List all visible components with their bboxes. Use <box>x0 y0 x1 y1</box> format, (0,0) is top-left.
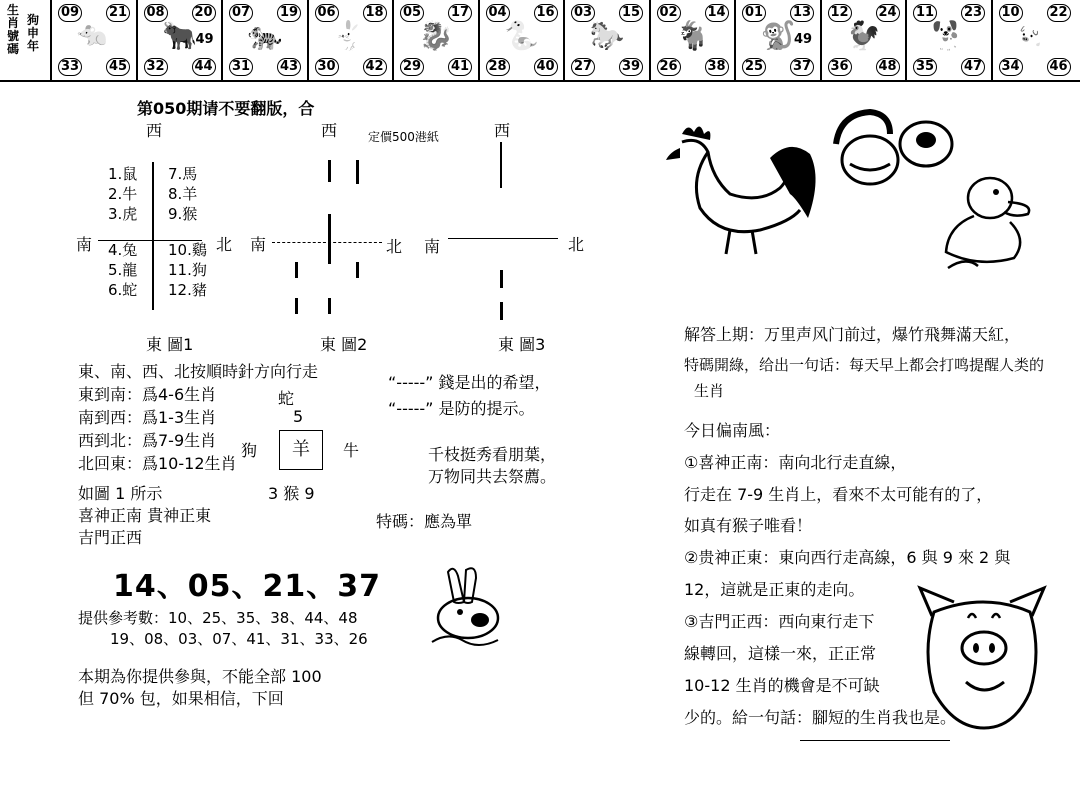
fig2-dash <box>356 160 359 184</box>
notice-line-1: 本期為你提供參與，不能全部 100 <box>78 667 322 686</box>
zodiac-list-item: 6.蛇 <box>108 281 138 299</box>
analysis-line-5: 12，這就是正東的走向。 <box>684 580 865 599</box>
zodiac-number: 26 <box>657 58 681 76</box>
monkey-icon: 🐒 <box>760 19 796 52</box>
ox-label: 牛 <box>343 441 360 460</box>
zodiac-extra-number: 49 <box>794 32 813 47</box>
zodiac-cell <box>991 0 1077 80</box>
zodiac-number: 13 <box>790 4 814 22</box>
zodiac-number: 37 <box>790 58 814 76</box>
zodiac-number: 30 <box>315 58 339 76</box>
goat-icon: 🐐 <box>675 19 710 52</box>
zodiac-number: 28 <box>486 58 510 76</box>
zodiac-number: 42 <box>363 58 387 76</box>
zodiac-list-item: 1.鼠 <box>108 165 138 183</box>
rabbit-illustration <box>418 562 514 658</box>
zodiac-list-item: 7.馬 <box>168 165 198 183</box>
zodiac-number: 11 <box>913 4 937 22</box>
zodiac-number: 24 <box>876 4 900 22</box>
answer-line-1: 解答上期：万里声风门前过，爆竹飛舞滿天紅， <box>684 325 1021 344</box>
answer-line-3: 生肖 <box>694 382 725 400</box>
fig2-horizontal-line <box>272 242 382 243</box>
price-label: 定價500港紙 <box>368 130 439 144</box>
west-label-3: 西 <box>494 121 511 140</box>
poem-line-2: 万物同共去祭薦。 <box>428 467 557 486</box>
zodiac-number: 15 <box>619 4 643 22</box>
zodiac-number: 22 <box>1047 4 1071 22</box>
west-label-2: 西 <box>321 121 338 140</box>
big-numbers: 14、05、21、37 <box>113 569 381 604</box>
zodiac-number: 18 <box>363 4 387 22</box>
zodiac-list-item: 9.猴 <box>168 205 198 223</box>
zodiac-number: 23 <box>961 4 985 22</box>
zodiac-number: 41 <box>448 58 472 76</box>
zodiac-number: 04 <box>486 4 510 22</box>
analysis-line-9: 少的。給一句話：腳短的生肖我也是。 <box>684 708 957 727</box>
fig3-dash <box>500 302 503 320</box>
zodiac-list-item: 4.兔 <box>108 241 138 259</box>
analysis-line-7: 線轉回，這樣一來，正正常 <box>684 644 877 663</box>
strip-label-year: 狗 申 年 <box>26 13 39 53</box>
south-label-1: 南 <box>76 235 93 254</box>
zodiac-number: 45 <box>106 58 130 76</box>
fig2-dash <box>328 214 331 264</box>
rabbit-icon: 🐇 <box>333 19 368 52</box>
fig3-label: 東 圖3 <box>498 335 546 354</box>
zodiac-number: 06 <box>315 4 339 22</box>
zodiac-number: 29 <box>400 58 424 76</box>
zodiac-number: 35 <box>913 58 937 76</box>
zodiac-cell <box>734 0 820 80</box>
south-label-3: 南 <box>424 237 441 256</box>
fig2-dash <box>328 298 331 314</box>
rooster-illustration <box>660 118 830 258</box>
zodiac-cell <box>649 0 735 80</box>
pig-icon: 🐖 <box>1017 19 1052 52</box>
zodiac-number: 47 <box>961 58 985 76</box>
analysis-line-6: ③吉門正西：西向東行走下 <box>684 612 875 631</box>
zodiac-cell <box>820 0 906 80</box>
zodiac-number: 27 <box>571 58 595 76</box>
zodiac-number: 12 <box>828 4 852 22</box>
north-label-2: 北 <box>386 237 403 256</box>
zodiac-cell <box>136 0 222 80</box>
fig1-divider <box>152 162 154 310</box>
ox-icon: 🐂 <box>162 19 197 52</box>
zodiac-number: 21 <box>106 4 130 22</box>
zodiac-number: 46 <box>1047 58 1071 76</box>
zodiac-number: 20 <box>192 4 216 22</box>
zodiac-number: 43 <box>277 58 301 76</box>
dog-icon: 🐕 <box>931 19 967 52</box>
zodiac-cell <box>392 0 478 80</box>
zodiac-extra-number: 49 <box>195 32 214 47</box>
zodiac-list-item: 11.狗 <box>168 261 207 279</box>
quote-line-2: “-----” 是防的提示。 <box>388 399 535 418</box>
analysis-line-4: ②贵神正東：東向西行走高線，6 與 9 來 2 與 <box>684 548 1011 567</box>
north-label-3: 北 <box>568 235 585 254</box>
duck-illustration <box>938 168 1038 272</box>
zodiac-list-a <box>108 164 137 300</box>
fig2-dash <box>328 160 331 182</box>
fig2-dash <box>356 262 359 278</box>
zodiac-number: 08 <box>144 4 168 22</box>
zodiac-cell <box>563 0 649 80</box>
fig2-label: 東 圖2 <box>320 335 368 354</box>
zodiac-number: 02 <box>657 4 681 22</box>
zodiac-number: 25 <box>742 58 766 76</box>
zodiac-number: 16 <box>534 4 558 22</box>
zodiac-cell <box>307 0 393 80</box>
rooster-icon: 🐓 <box>846 19 881 52</box>
reference-numbers-2: 19、08、03、07、41、31、33、26 <box>110 630 368 648</box>
horse-icon: 🐎 <box>589 19 625 52</box>
rule-line: 西到北：爲7-9生肖 <box>78 431 217 450</box>
zodiac-number: 09 <box>58 4 82 22</box>
issue-line: 第050期请不要翻版，合 <box>137 99 315 118</box>
zodiac-list-b <box>168 164 207 300</box>
quote-line-1: “-----” 錢是出的希望， <box>388 373 551 392</box>
figure-ref: 如圖 1 所示 <box>78 484 163 503</box>
zodiac-number: 10 <box>999 4 1023 22</box>
zodiac-number: 36 <box>828 58 852 76</box>
rule-line: 東、南、西、北按順時針方向行走 <box>78 362 319 381</box>
snake-label: 蛇 <box>278 389 295 408</box>
fig3-divider <box>500 142 502 188</box>
zodiac-number: 17 <box>448 4 472 22</box>
analysis-line-8: 10-12 生肖的機會是不可缺 <box>684 676 880 695</box>
zodiac-list-item: 5.龍 <box>108 261 138 279</box>
notice-line-2: 但 70% 包，如果相信，下回 <box>78 689 284 708</box>
zodiac-number: 32 <box>144 58 168 76</box>
poem-line-1: 千枝挺秀看朋葉， <box>428 445 557 464</box>
zodiac-list-item: 3.虎 <box>108 205 138 223</box>
zodiac-cell <box>478 0 564 80</box>
fig1-label: 東 圖1 <box>146 335 194 354</box>
monkey-line: 3 猴 9 <box>268 484 315 503</box>
zodiac-cell <box>905 0 991 80</box>
reference-numbers-1: 提供參考數：10、25、35、38、44、48 <box>78 609 358 627</box>
five-label: 5 <box>293 407 304 426</box>
fig3-horizontal-line <box>448 238 558 239</box>
bottom-rule <box>800 740 950 741</box>
gods-line-1: 喜神正南 貴神正東 <box>78 506 212 525</box>
dragon-icon: 🐉 <box>418 19 454 52</box>
analysis-line-3: 如真有猴子唯看！ <box>684 516 813 535</box>
zodiac-number: 19 <box>277 4 301 22</box>
tema-line: 特碼：應為單 <box>376 512 473 531</box>
zodiac-number: 44 <box>192 58 216 76</box>
zodiac-list-item: 8.羊 <box>168 185 198 203</box>
rat-icon: 🐀 <box>76 19 112 52</box>
tiger-icon: 🐅 <box>247 19 283 52</box>
snake-icon: 🐍 <box>504 19 539 52</box>
zodiac-number: 31 <box>229 58 253 76</box>
analysis-line-2: 行走在 7-9 生肖上，看來不太可能有的了， <box>684 485 993 504</box>
west-label-1: 西 <box>146 121 163 140</box>
zodiac-list-item: 2.牛 <box>108 185 138 203</box>
fig1-horizontal-line <box>98 240 202 241</box>
south-label-2: 南 <box>250 235 267 254</box>
zodiac-number: 40 <box>534 58 558 76</box>
zodiac-number: 07 <box>229 4 253 22</box>
zodiac-number: 14 <box>705 4 729 22</box>
zodiac-number: 33 <box>58 58 82 76</box>
zodiac-cell <box>50 0 136 80</box>
rule-line: 北回東：爲10-12生肖 <box>78 454 237 473</box>
zodiac-number: 03 <box>571 4 595 22</box>
zodiac-number: 01 <box>742 4 766 22</box>
zodiac-number: 39 <box>619 58 643 76</box>
fig3-dash <box>500 270 503 288</box>
gods-line-2: 吉門正西 <box>78 528 143 547</box>
zodiac-number-strip <box>0 0 1080 82</box>
zodiac-number: 05 <box>400 4 424 22</box>
analysis-line-1: ①喜神正南：南向北行走直線， <box>684 453 907 472</box>
zodiac-list-item: 12.豬 <box>168 281 207 299</box>
answer-line-2: 特碼開綠，给出一句话：每天早上都会打鸣提醒人类的 <box>684 356 1045 374</box>
strip-label: 生 肖 號 碼 <box>6 3 19 56</box>
rule-line: 東到南：爲4-6生肖 <box>78 385 217 404</box>
rule-line: 南到西：爲1-3生肖 <box>78 408 217 427</box>
fig2-dash <box>295 298 298 314</box>
zodiac-cell <box>221 0 307 80</box>
goat-box: 羊 <box>279 430 323 470</box>
zodiac-number: 48 <box>876 58 900 76</box>
wind-heading: 今日偏南風： <box>684 421 781 440</box>
north-label-1: 北 <box>216 235 233 254</box>
dog-label: 狗 <box>241 441 258 460</box>
zodiac-list-item: 10.鷄 <box>168 241 207 259</box>
fig2-dash <box>295 262 298 278</box>
zodiac-number: 38 <box>705 58 729 76</box>
zodiac-number: 34 <box>999 58 1023 76</box>
